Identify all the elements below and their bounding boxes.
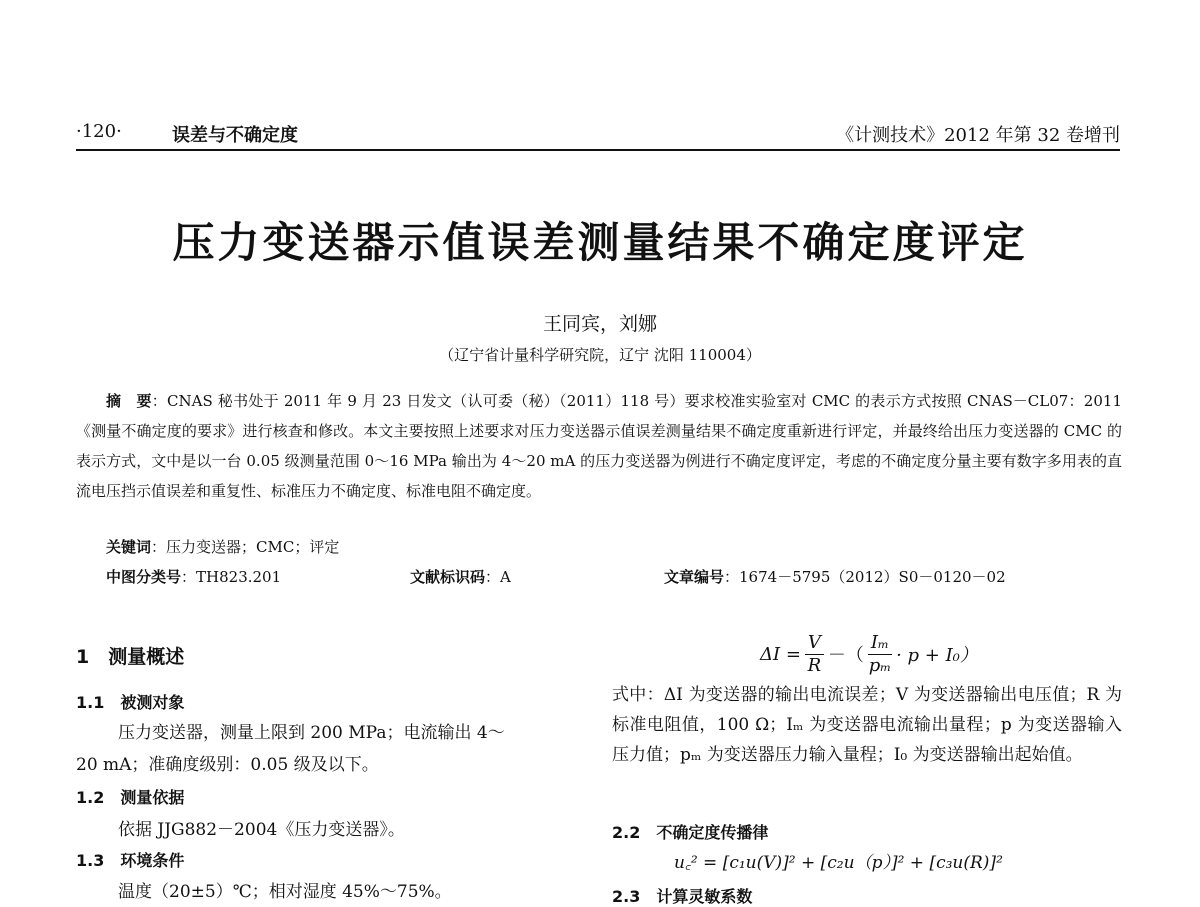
section-2-3-heading: 2.3 计算灵敏系数 [612, 887, 753, 906]
keywords-label: 关键词 [106, 538, 152, 556]
article-label: 文章编号 [664, 568, 725, 586]
abstract [76, 386, 1122, 506]
eq1-frac2-num: Iₘ [868, 632, 892, 655]
article-value: ：1674－5795（2012）S0－0120－02 [724, 568, 1006, 586]
eq1-frac1-den: R [807, 654, 822, 676]
eq1-frac2-den: pₘ [868, 654, 892, 676]
doc-code [410, 566, 511, 587]
section-1-2-heading: 1.2 测量依据 [76, 788, 185, 807]
authors: 王同宾，刘娜 [542, 313, 657, 335]
affiliation: （辽宁省计量科学研究院，辽宁 沈阳 110004） [439, 346, 761, 364]
keywords-text: ：压力变送器；CMC；评定 [151, 538, 340, 556]
eq1-tail: · p + I₀） [896, 645, 978, 666]
equation-delta-i [760, 626, 978, 682]
abstract-label: 摘 要 [106, 392, 152, 410]
section-1-3-text: 温度（20±5）℃；相对湿度 45%～75%。 [118, 882, 452, 902]
page-number: ·120· [76, 121, 122, 142]
equation-propagation: u꜀² = [c₁u(V)]² + [c₂u（p）]² + [c₃u(R)]² [674, 853, 1003, 873]
eq1-fraction-im-pm [868, 632, 892, 677]
section-1-1-line2: 20 mA；准确度级别：0.05 级及以下。 [76, 755, 379, 775]
running-section: 误差与不确定度 [172, 125, 298, 146]
clc-value: ：TH823.201 [181, 568, 282, 586]
section-1-3-heading: 1.3 环境条件 [76, 851, 185, 870]
section-1-2-text: 依据 JJG882－2004《压力变送器》。 [118, 820, 405, 840]
eq1-fraction-v-r [805, 632, 824, 677]
doc-label: 文献标识码 [410, 568, 486, 586]
clc-label: 中图分类号 [106, 568, 182, 586]
section-1-1-heading: 1.1 被测对象 [76, 693, 185, 712]
section-1-heading: 1 测量概述 [76, 646, 185, 668]
eq1-lhs: ΔI = [760, 643, 801, 665]
eq1-frac1-num: V [805, 632, 824, 655]
section-2-2-heading: 2.2 不确定度传播律 [612, 823, 769, 842]
clc-number [106, 566, 281, 587]
equation-description: 式中：ΔI 为变送器的输出电流误差；V 为变送器输出电压值；R 为标准电阻值，100 Ω；Iₘ 为变送器电流输出量程；p 为变送器输入压力值；pₘ 为变送器压力输入量程；I₀ 为变送器输出起始值。 [612, 685, 1122, 765]
abstract-text: ：CNAS 秘书处于 2011 年 9 月 23 日发文（认可委（秘）（2011）118 号）要求校准实验室对 CMC 的表示方式按照 CNAS－CL07：2011《测量不确定度的要求》进行核查和修改。本文主要按照上述要求对压力变送器示值误差测量结果不确定度重新进行评定，并最终给出压力变送器的 CMC 的表示方式，文中是以一台 0.05 级测量范围 0～16 MPa 输出为 4～20 mA 的压力变送器为例进行不确定度评定，考虑的不确定度分量主要有数字多用表的直流电压挡示值误差和重复性、标准压力不确定度、标准电阻不确定度。 [76, 392, 1122, 500]
header-rule [76, 149, 1120, 151]
paper-title: 压力变送器示值误差测量结果不确定度评定 [172, 218, 1028, 267]
section-1-1-line1: 压力变送器，测量上限到 200 MPa；电流输出 4～ [118, 723, 505, 743]
keywords [106, 536, 339, 557]
doc-value: ：A [485, 568, 511, 586]
eq1-minus: －（ [827, 645, 864, 666]
journal-citation: 《计测技术》2012 年第 32 卷增刊 [836, 125, 1120, 146]
article-number [664, 566, 1006, 587]
